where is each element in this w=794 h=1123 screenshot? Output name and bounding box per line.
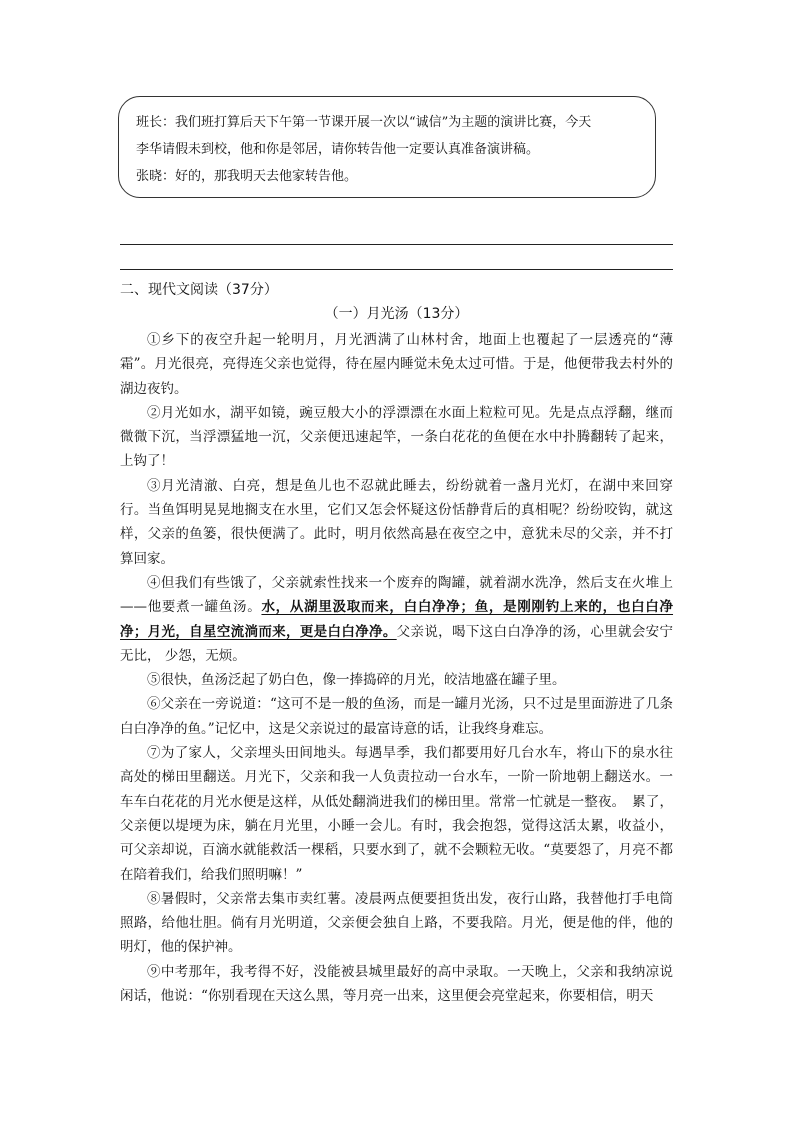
article-body bbox=[120, 328, 673, 1008]
dialogue-line-2: 李华请假未到校，他和你是邻居，请你转告他一定要认真准备演讲稿。 bbox=[136, 142, 540, 157]
dialogue-line-3: 张晓：好的，那我明天去他家转告他。 bbox=[136, 169, 358, 184]
section-heading: 二、现代文阅读（37分） bbox=[120, 282, 278, 298]
paragraph-9: ⑨中考那年，我考得不好，没能被县城里最好的高中录取。一天晚上，父亲和我纳凉说闲话，他说：“你别看现在天这么黑，等月亮一出来，这里便会亮堂起来，你要相信，明天 bbox=[120, 963, 673, 1005]
dialogue-line-1: 班长：我们班打算后天下午第一节课开展一次以“诚信”为主题的演讲比赛，今天 bbox=[136, 115, 592, 130]
paragraph-6: ⑥父亲在一旁说道：“这可不是一般的鱼汤，而是一罐月光汤，只不过是里面游进了几条白白净净的鱼。”记忆中，这是父亲说过的最富诗意的话，让我终身难忘。 bbox=[120, 696, 673, 737]
dialogue-box bbox=[118, 96, 656, 198]
paragraph-1: ①乡下的夜空升起一轮明月，月光洒满了山林村舍，地面上也覆起了一层透亮的“薄霜”。月光很亮，亮得连父亲也觉得，待在屋内睡觉未免太过可惜。于是，他便带我去村外的湖边夜钓。 bbox=[120, 332, 673, 397]
paragraph-7: ⑦为了家人，父亲埋头田间地头。每遇旱季，我们都要用好几台水车，将山下的泉水往高处的梯田里翻送。月光下，父亲和我一人负责拉动一台水车，一阶一阶地朝上翻送水。一车车白花花的月光水便是这样，从低处翻淌进我们的梯田里。常常一忙就是一整夜。 累了，父亲便以堤埂为床，躺在月光里，小睡一会儿。有时，我会抱怨，觉得这活太累，收益小，可父亲却说，百滴水就能救活一棵稻，只要水到了，就不会颗粒无收。“莫要怨了，月亮不都在陪着我们，给我们照明嘛！” bbox=[120, 745, 673, 883]
underlined-sentence: 水，从湖里汲取而来，白白净净；鱼，是刚刚钓上来的，也白白净净；月光，自星空流淌而来，更是白白净净。 bbox=[120, 599, 674, 640]
article-title: （一）月光汤（13分） bbox=[324, 306, 469, 322]
paragraph-8: ⑧暑假时，父亲常去集市卖红薯。凌晨两点便要担货出发，夜行山路，我替他打手电筒照路，给他壮胆。倘有月光明道，父亲便会独自上路，不要我陪。月光，便是他的伴，他的明灯，他的保护神。 bbox=[120, 890, 673, 956]
answer-line-1 bbox=[120, 244, 673, 245]
paragraph-3: ③月光清澈、白亮，想是鱼儿也不忍就此睡去，纷纷就着一盏月光灯，在湖中来回穿行。当鱼饵明晃晃地搁支在水里，它们又怎会怀疑这份恬静背后的真相呢？纷纷咬钩，就这样，父亲的鱼篓，很快便满了。此时，明月依然高悬在夜空之中，意犹未尽的父亲，并不打算回家。 bbox=[120, 477, 673, 567]
paragraph-4 bbox=[120, 571, 673, 668]
paragraph-4-end: 父亲说，喝下这白白净净的汤，心里就会安宁无比， 少怨，无烦。 bbox=[120, 623, 674, 664]
paragraph-4-intro: ④但我们有些饿了，父亲就索性找来一个废弃的陶罐，就着湖水洗净，然后支在火堆上——他要煮一罐鱼汤。 bbox=[120, 574, 673, 616]
paragraph-2: ②月光如水，湖平如镜，豌豆般大小的浮漂漂在水面上粒粒可见。先是点点浮翻，继而微微下沉，当浮漂猛地一沉，父亲便迅速起竿，一条白花花的鱼便在水中扑腾翻转了起来，上钩了！ bbox=[120, 404, 673, 470]
answer-line-2 bbox=[120, 269, 673, 270]
paragraph-5: ⑤很快，鱼汤泛起了奶白色，像一捧捣碎的月光，皎洁地盛在罐子里。 bbox=[147, 672, 566, 689]
